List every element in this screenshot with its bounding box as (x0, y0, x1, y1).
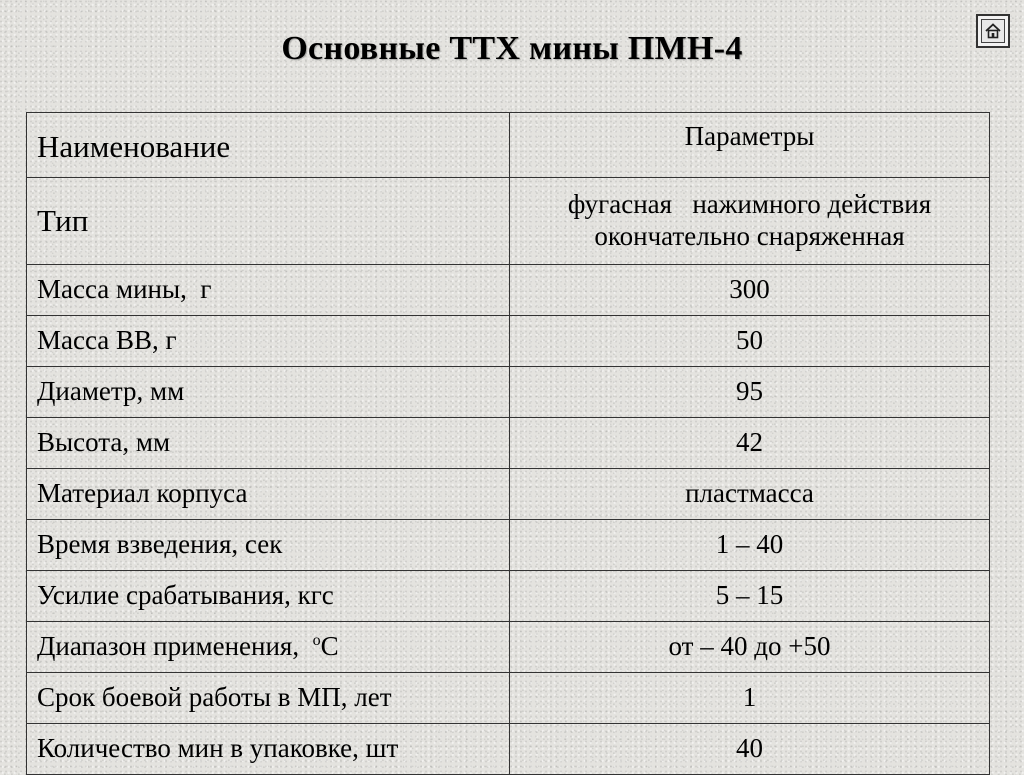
table-header-row (27, 113, 990, 178)
type-value-line1: фугасная нажимного действия (567, 189, 932, 220)
table-row-type (27, 178, 990, 265)
row-label: Время взведения, сек (27, 520, 510, 571)
row-value: 95 (510, 367, 990, 418)
table-row (27, 673, 990, 724)
table-row (27, 316, 990, 367)
page-title: Основные ТТХ мины ПМН-4 (281, 30, 743, 67)
row-value: пластмасса (510, 469, 990, 520)
row-value: от – 40 до +50 (510, 622, 990, 673)
type-value-line2: окончательно снаряженная (594, 221, 905, 251)
row-label: Масса ВВ, г (27, 316, 510, 367)
table-row (27, 367, 990, 418)
type-label: Тип (27, 178, 510, 265)
degree-superscript: o (312, 632, 321, 650)
table-row (27, 571, 990, 622)
row-label-unit: С (320, 631, 339, 662)
specs-table (26, 112, 990, 775)
row-value: 42 (510, 418, 990, 469)
row-label: Высота, мм (27, 418, 510, 469)
header-params-cell: Параметры (510, 113, 990, 178)
table-row (27, 265, 990, 316)
row-label-text: Диапазон применения, (37, 631, 313, 662)
table-row (27, 418, 990, 469)
row-label (27, 622, 510, 673)
row-label: Усилие срабатывания, кгс (27, 571, 510, 622)
type-value (510, 178, 990, 265)
home-icon (984, 22, 1002, 40)
row-value: 300 (510, 265, 990, 316)
table-row (27, 520, 990, 571)
row-value: 1 (510, 673, 990, 724)
row-value: 1 – 40 (510, 520, 990, 571)
row-label: Диаметр, мм (27, 367, 510, 418)
header-name-cell: Наименование (27, 113, 510, 178)
table-row (27, 622, 990, 673)
row-value: 5 – 15 (510, 571, 990, 622)
row-label: Количество мин в упаковке, шт (27, 724, 510, 775)
row-label: Масса мины, г (27, 265, 510, 316)
row-value: 40 (510, 724, 990, 775)
table-row (27, 469, 990, 520)
row-value: 50 (510, 316, 990, 367)
home-button[interactable] (976, 14, 1010, 48)
row-label: Срок боевой работы в МП, лет (27, 673, 510, 724)
table-row (27, 724, 990, 775)
row-label: Материал корпуса (27, 469, 510, 520)
